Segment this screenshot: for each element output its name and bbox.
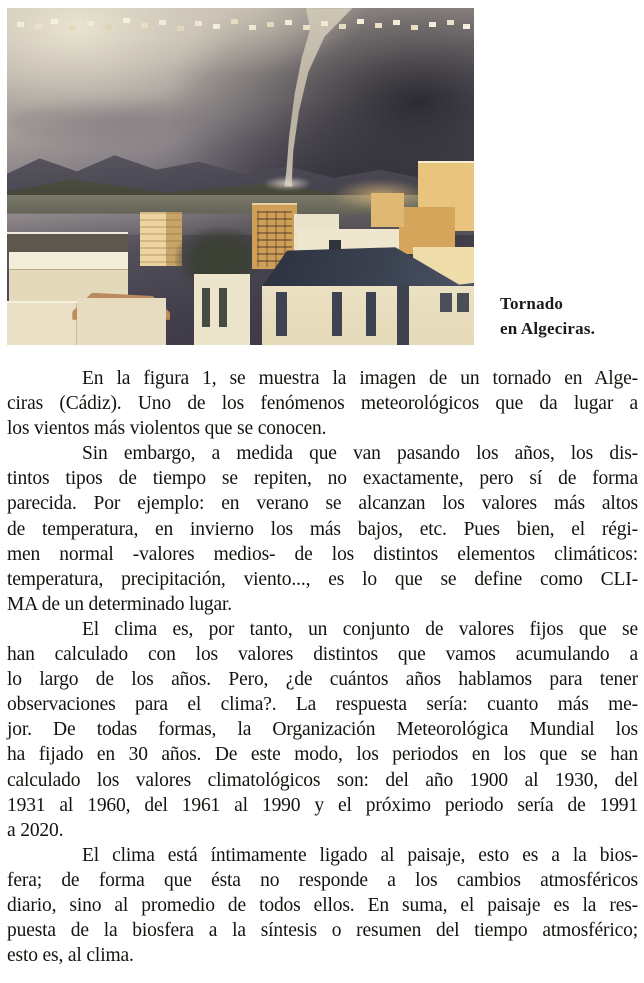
- building-mid-white: [194, 274, 250, 345]
- text-line: tintos tipos de tiempo se repiten, no exactamente, pero sí de forma: [7, 468, 638, 490]
- text-line: han calculado con los valores distintos que vamos acumulando a: [7, 644, 638, 666]
- text-line: lo largo de los años. Pero, ¿de cuántos años hablamos para tener: [7, 669, 638, 691]
- text-line: diario, sino al promedio de todos ellos. En suma, el paisaje es la res-: [7, 894, 638, 916]
- text-line: jor. De todas formas, la Organización Meteorológica Mundial los: [7, 719, 638, 741]
- text-line: ha fijado en 30 años. De este modo, los periodos en los que se han: [7, 744, 638, 766]
- text-line: fera; de forma que ésta no responde a los cambios atmosféricos: [7, 869, 638, 891]
- terracotta-house: [77, 298, 166, 345]
- text-line: El clima es, por tanto, un conjunto de valores fijos que se: [82, 618, 638, 640]
- text-line: de temperatura, en invierno los más bajos, etc. Pues bien, el régi-: [7, 518, 638, 540]
- text-line: a 2020.: [7, 819, 64, 841]
- body-text: [7, 366, 638, 968]
- tornado-ground-splash: [264, 177, 311, 190]
- text-line: puesta de la biosfera a la síntesis o resumen del tiempo atmosférico;: [7, 920, 638, 942]
- text-line: parecida. Por ejemplo: en verano se alcanzan los valores más altos: [7, 493, 638, 515]
- houses-bottom-left: [7, 301, 79, 345]
- text-line: 1931 al 1960, del 1961 al 1990 y el próximo periodo sería de 1991: [7, 794, 638, 816]
- text-line: El clima está íntimamente ligado al paisaje, esto es a la bios-: [82, 844, 638, 866]
- text-line: En la figura 1, se muestra la imagen de un tornado en Alge-: [82, 368, 638, 389]
- text-line: temperatura, precipitación, viento..., es lo que se define como CLI-: [7, 568, 638, 590]
- building-left-flat-roof: [9, 252, 128, 270]
- text-line: calculado los valores climatológicos son: del año 1900 al 1930, del: [7, 769, 638, 791]
- text-line: MA de un determinado lugar.: [7, 593, 233, 615]
- photo-caption-line1: Tornado: [500, 294, 564, 313]
- photo-caption-line2: en Algeciras.: [500, 319, 596, 338]
- text-line: ciras (Cádiz). Uno de los fenómenos meteorológicos que da lugar a: [7, 393, 638, 415]
- text-line: men normal -valores medios- de los distintos elementos climáticos:: [7, 543, 638, 565]
- cloud-streak: [7, 96, 297, 150]
- photo-caption: [500, 291, 595, 341]
- text-line: los vientos más violentos que se conocen.: [7, 418, 327, 440]
- text-line: esto es, al clima.: [7, 945, 134, 967]
- distant-buildings: [17, 22, 24, 27]
- tornado-photograph: [7, 8, 474, 345]
- foreground-building-wall: [262, 286, 474, 345]
- building-gold-4: [371, 193, 404, 227]
- text-line: observaciones para el clima?. La respuesta sería: cuanto más me-: [7, 694, 638, 716]
- text-line: Sin embargo, a medida que van pasando los años, los dis-: [82, 443, 638, 465]
